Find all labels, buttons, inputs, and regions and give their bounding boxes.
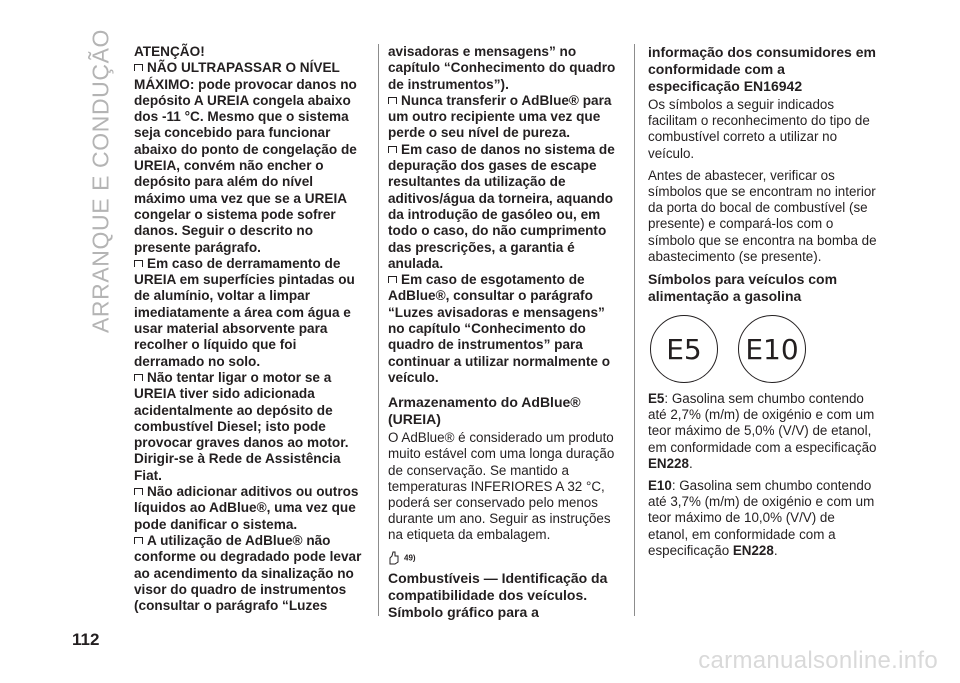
section-title-cont: informação dos consumidores em conformidade com a especificação EN16942 bbox=[648, 44, 876, 94]
fuel-symbols bbox=[650, 315, 878, 383]
watermark: carmanualsonline.info bbox=[698, 647, 938, 674]
warning-continuation: avisadoras e mensagens” no capítulo “Conhecimento do quadro de instrumentos”). bbox=[388, 44, 616, 92]
warning-item: Não adicionar aditivos ou outros líquidos ao AdBlue®, uma vez que pode danificar o sistema. bbox=[134, 484, 359, 532]
warning-item: NÃO ULTRAPASSAR O NÍVEL MÁXIMO: pode provocar danos no depósito A UREIA congela abaixo dos -11 °C. Mesmo que o sistema seja concebido para funcionar abaixo do ponto de congelação de UREIA, convém não encher o depósito para além do nível máximo uma vez que se a UREIA congelar o sistema pode sofrer danos. Seguir o descrito no presente parágrafo. bbox=[134, 60, 357, 255]
warning-item: Em caso de esgotamento de AdBlue®, consultar o parágrafo “Luzes avisadoras e mensagens” no capítulo “Conhecimento do quadro de instrumentos” para continuar a utilizar normalmente o veículo. bbox=[388, 272, 611, 385]
column-adblue bbox=[388, 44, 622, 623]
warning-item: A utilização de AdBlue® não conforme ou degradado pode levar ao acendimento da sinalização no visor do quadro de instrumentos (consultar o parágrafo “Luzes bbox=[134, 532, 362, 614]
warning-item: Em caso de derramamento de UREIA em superfícies pintadas ou de alumínio, voltar a limpar imediatamente a área com água e usar material absorvente para recolher o líquido que foi derramado no solo. bbox=[134, 255, 355, 369]
column-divider bbox=[634, 44, 635, 616]
paragraph-refuel: Antes de abastecer, verificar os símbolos que se encontram no interior da porta do bocal de combustível (se presente) e compará-los com o símbolo que se encontra na bomba de abastecimento (se presente). bbox=[648, 167, 877, 264]
warning-item: Nunca transferir o AdBlue® para um outro recipiente uma vez que perde o seu nível de pureza. bbox=[388, 92, 612, 141]
note-reference: 49) bbox=[388, 550, 622, 567]
bullet-icon bbox=[134, 64, 143, 71]
hand-note-icon bbox=[388, 551, 400, 565]
page-number: 112 bbox=[72, 630, 100, 649]
bullet-icon bbox=[134, 260, 143, 267]
bullet-icon bbox=[388, 146, 397, 153]
warning-item: Em caso de danos no sistema de depuração dos gases de escape resultantes da utilização de aditivos/água da torneira, aquando da introdução de gasóleo ou, em todo o caso, do não cumprimento das prescrições, a garantia é anulada. bbox=[388, 141, 615, 271]
warning-title: ATENÇÃO! bbox=[134, 44, 205, 59]
chapter-label-text: ARRANQUE E CONDUÇÃO bbox=[87, 28, 114, 334]
column-divider bbox=[378, 44, 379, 616]
section-title-fuels: Combustíveis — Identificação da compatibilidade dos veículos. Símbolo gráfico para a bbox=[388, 570, 608, 621]
section-title-storage: Armazenamento do AdBlue® (UREIA) bbox=[388, 394, 581, 428]
bullet-icon bbox=[388, 97, 397, 104]
column-fuel-symbols bbox=[648, 44, 878, 565]
bullet-icon bbox=[134, 374, 143, 381]
e5-symbol-icon: E5 bbox=[650, 315, 718, 383]
e5-description: E5: Gasolina sem chumbo contendo até 2,7% (m/m) de oxigénio e com um teor máximo de 5,0% (V/V) de etanol, em conformidade com a especificação EN228. bbox=[648, 391, 877, 471]
symbols-title: Símbolos para veículos com alimentação a gasolina bbox=[648, 271, 838, 305]
bullet-icon bbox=[388, 276, 397, 283]
warning-item: Não tentar ligar o motor se a UREIA tiver sido adicionada acidentalmente ao depósito de combustível Diesel; isto pode provocar graves danos ao motor. Dirigir-se à Rede de Assistência Fiat. bbox=[134, 369, 349, 483]
storage-text: O AdBlue® é considerado um produto muito estável com uma longa duração de conservação. Se mantido a temperaturas INFERIORES A 32 °C, poderá ser conservado pelo menos durante um ano. Seguir as instruções na etiqueta da embalagem. bbox=[388, 430, 615, 543]
e10-description: E10: Gasolina sem chumbo contendo até 3,7% (m/m) de oxigénio e com um teor máximo de 10,0% (V/V) de etanol, em conformidade com a especificação EN228. bbox=[648, 478, 875, 558]
bullet-icon bbox=[134, 488, 143, 495]
chapter-side-label bbox=[87, 28, 114, 334]
paragraph-intro: Os símbolos a seguir indicados facilitam o reconhecimento do tipo de combustível correto a utilizar no veículo. bbox=[648, 97, 870, 161]
e10-symbol-icon: E10 bbox=[738, 315, 806, 383]
column-warnings bbox=[134, 44, 368, 614]
bullet-icon bbox=[134, 537, 143, 544]
